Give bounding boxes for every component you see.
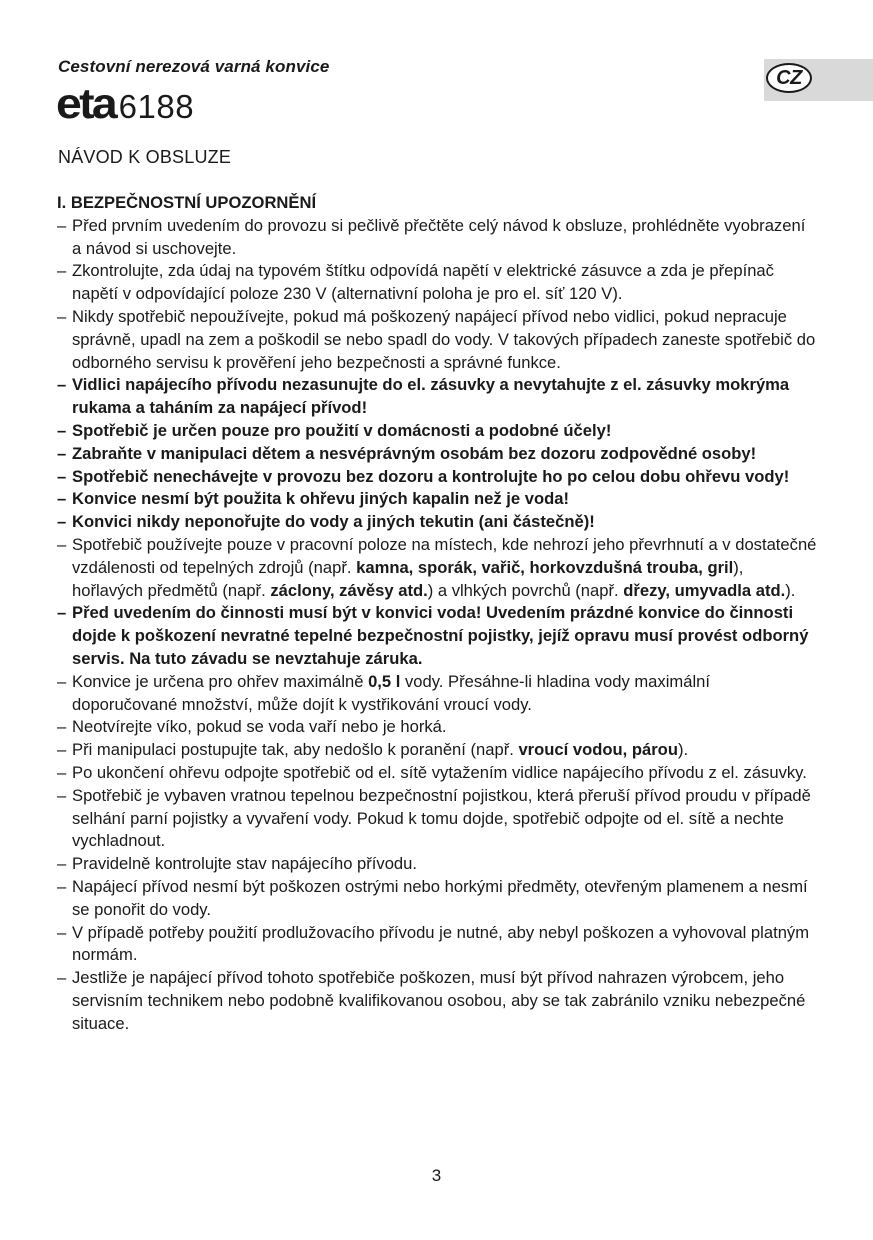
list-item [57,785,817,853]
list-item [57,762,817,785]
list-item-text: Při manipulaci postupujte tak, aby nedošlo k poranění (např. [72,740,519,760]
list-item-text: Vidlici napájecího přívodu nezasunujte do el. zásuvky a nevytahujte z el. zásuvky mokrýma rukama a taháním za napájecí přívod! [72,375,790,418]
dash-bullet-icon: – [57,420,67,440]
list-item [57,876,817,922]
dash-bullet-icon: – [57,671,67,691]
list-item-text: ). [677,740,689,760]
list-item [57,922,817,968]
brand-logo: eta [56,80,116,128]
language-tab [764,59,873,101]
list-item-text: Spotřebič používejte pouze v pracovní poloze na místech, kde nehrozí jeho převrhnutí a v dostatečné vzdálenosti od tepelných zdrojů (např. [72,534,817,577]
list-item-text: vody. Přesáhne-li hladina vody maximální doporučované množství, může dojít k vystřikování vroucí vody. [72,671,710,714]
list-item-text: Po ukončení ohřevu odpojte spotřebič od el. sítě vytažením vidlice napájecího přívodu z el. zásuvky. [72,762,807,782]
dash-bullet-icon: – [57,306,67,326]
dash-bullet-icon: – [57,854,67,874]
dash-bullet-icon: – [57,466,67,486]
dash-bullet-icon: – [57,968,67,988]
list-item-text: záclony, závěsy atd. [270,580,428,600]
list-item-text: Pravidelně kontrolujte stav napájecího přívodu. [72,854,417,874]
list-item [57,260,817,306]
document-heading: NÁVOD K OBSLUZE [58,147,232,167]
list-item-text: vroucí vodou, párou [518,740,678,760]
list-item [57,443,817,466]
dash-bullet-icon: – [57,261,67,281]
list-item [57,466,817,489]
dash-bullet-icon: – [57,375,67,395]
list-item [57,967,817,1035]
list-item-text: Spotřebič nenechávejte v provozu bez dozoru a kontrolujte ho po celou dobu ohřevu vody! [72,466,790,486]
list-item-text: Před prvním uvedením do provozu si pečlivě přečtěte celý návod k obsluze, prohlédněte vyobrazení a návod si uschovejte. [72,215,806,258]
list-item [57,671,817,717]
brand-block [56,80,194,128]
list-item [57,215,817,261]
page-number: 3 [431,1166,442,1185]
list-item-text: ) a vlhkých povrchů (např. [427,580,624,600]
section-title: I. BEZPEČNOSTNÍ UPOZORNĚNÍ [57,193,317,212]
dash-bullet-icon: – [57,876,67,896]
list-item [57,716,817,739]
model-number: 6188 [118,88,195,125]
dash-bullet-icon: – [57,762,67,782]
list-item-text: Konvice nesmí být použita k ohřevu jiných kapalin než je voda! [72,489,570,509]
list-item-text: dřezy, umyvadla atd. [623,580,786,600]
list-item [57,511,817,534]
list-item-text: Nikdy spotřebič nepoužívejte, pokud má poškozený napájecí přívod nebo vidlici, pokud nepracuje správně, upadl na zem a poškodil se nebo spadl do vody. V takových případech zaneste spotřebič do odborného servisu k prověření jeho bezpečnosti a správné funkce. [72,306,816,372]
language-badge: CZ [766,63,812,93]
dash-bullet-icon: – [57,717,67,737]
safety-list [57,215,817,1036]
list-item-text: Neotvírejte víko, pokud se voda vaří nebo je horká. [72,717,447,737]
list-item-text: Spotřebič je určen pouze pro použití v domácnosti a podobné účely! [72,420,612,440]
list-item-text: Konvici nikdy neponořujte do vody a jiných tekutin (ani částečně)! [72,512,595,532]
list-item [57,534,817,602]
list-item-text: kamna, sporák, vařič, horkovzdušná trouba, gril [356,557,734,577]
list-item-text: ), hořlavých předmětů (např. [72,557,744,600]
dash-bullet-icon: – [57,785,67,805]
dash-bullet-icon: – [57,534,67,554]
safety-section [57,192,817,1035]
list-item [57,374,817,420]
list-item [57,853,817,876]
list-item [57,420,817,443]
list-item-text: V případě potřeby použití prodlužovacího přívodu je nutné, aby nebyl poškozen a vyhovoval platným normám. [72,922,810,965]
dash-bullet-icon: – [57,489,67,509]
list-item [57,306,817,374]
list-item-text: Spotřebič je vybaven vratnou tepelnou bezpečnostní pojistkou, která přeruší přívod proudu v případě selhání parní pojistky a vyvaření vody. Pokud k tomu dojde, spotřebič odpojte od el. sítě a nechte vychladnout. [72,785,811,851]
list-item-text: 0,5 l [368,671,401,691]
list-item-text: Zkontrolujte, zda údaj na typovém štítku odpovídá napětí v elektrické zásuvce a zda je přepínač napětí v odpovídající poloze 230 V (alternativní poloha je pro el. síť 120 V). [72,261,774,304]
dash-bullet-icon: – [57,512,67,532]
list-item-text: Konvice je určena pro ohřev maximálně [72,671,369,691]
list-item-text: Jestliže je napájecí přívod tohoto spotřebiče poškozen, musí být přívod nahrazen výrobcem, jeho servisním technikem nebo podobně kvalifikovanou osobou, aby se tak zabránilo vzniku nebezpečné situace. [72,968,806,1033]
list-item [57,602,817,670]
list-item [57,488,817,511]
dash-bullet-icon: – [57,443,67,463]
list-item-text: ). [785,580,796,600]
dash-bullet-icon: – [57,740,67,760]
list-item-text: Před uvedením do činnosti musí být v konvici voda! Uvedením prázdné konvice do činnosti dojde k poškození nevratné tepelné bezpečnostní pojistky, jejíž opravu musí provést odborný servis. Na tuto závadu se nevztahuje záruka. [72,603,809,668]
list-item-text: Zabraňte v manipulaci dětem a nesvéprávným osobám bez dozoru zodpovědné osoby! [72,443,757,463]
list-item [57,739,817,762]
dash-bullet-icon: – [57,215,67,235]
dash-bullet-icon: – [57,922,67,942]
list-item-text: Napájecí přívod nesmí být poškozen ostrými nebo horkými předměty, otevřeným plamenem a nesmí se ponořit do vody. [72,876,808,919]
dash-bullet-icon: – [57,603,67,623]
product-subtitle: Cestovní nerezová varná konvice [58,57,330,76]
